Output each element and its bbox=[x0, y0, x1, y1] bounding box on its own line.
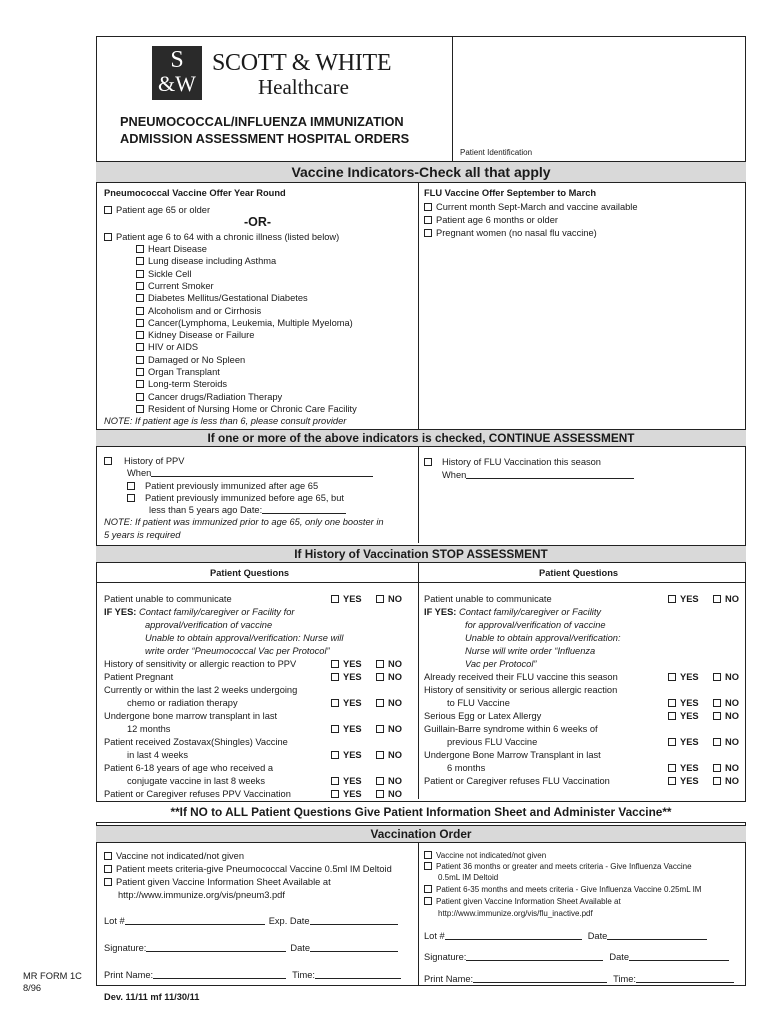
right-no-option[interactable] bbox=[713, 736, 739, 748]
yes-label: YES bbox=[343, 789, 362, 799]
right-ifyes-line3: Unable to obtain approval/verification: bbox=[465, 633, 621, 643]
form-title-line2: ADMISSION ASSESSMENT HOSPITAL ORDERS bbox=[120, 131, 410, 146]
checkbox[interactable] bbox=[331, 777, 339, 785]
order-label: Patient meets criteria-give Pneumococcal Vaccine 0.5ml IM Deltoid bbox=[116, 864, 392, 874]
stop-assessment-band: If History of Vaccination STOP ASSESSMENT bbox=[96, 545, 746, 563]
condition-item[interactable] bbox=[136, 329, 254, 341]
right-no-option[interactable] bbox=[713, 775, 739, 787]
checkbox[interactable] bbox=[136, 380, 144, 388]
checkbox[interactable] bbox=[376, 751, 384, 759]
signature-field[interactable] bbox=[466, 952, 603, 961]
no-label: NO bbox=[725, 711, 739, 721]
ppv-before65-item[interactable] bbox=[127, 492, 344, 504]
left-ifyes-line2: approval/verification of vaccine bbox=[145, 620, 273, 630]
right-ifyes-line2: for approval/verification of vaccine bbox=[465, 620, 606, 630]
order-label: Patient given Vaccine Information Sheet Available at bbox=[436, 897, 621, 906]
no-label: NO bbox=[725, 763, 739, 773]
left-q-refuse: Patient or Caregiver refuses PPV Vaccination bbox=[104, 789, 291, 799]
left-no-option[interactable] bbox=[376, 593, 402, 605]
no-to-all-band: **If NO to ALL Patient Questions Give Patient Information Sheet and Administer Vaccine** bbox=[96, 801, 746, 823]
date-field[interactable] bbox=[607, 931, 707, 940]
ppv-date-field[interactable] bbox=[262, 505, 346, 514]
left-q-conjugate-line1: Patient 6-18 years of age who received a bbox=[104, 763, 273, 773]
checkbox[interactable] bbox=[668, 673, 676, 681]
yes-label: YES bbox=[343, 724, 362, 734]
condition-label: Sickle Cell bbox=[148, 268, 192, 279]
checkbox[interactable] bbox=[668, 738, 676, 746]
left-yes-option[interactable] bbox=[331, 593, 362, 605]
order-left-signature-row bbox=[104, 942, 398, 954]
order-label: Vaccine not indicated/not given bbox=[116, 851, 245, 861]
right-ifyes-line5: Vac per Protocol” bbox=[465, 659, 537, 669]
right-ifyes-row bbox=[424, 606, 601, 618]
no-label: NO bbox=[725, 672, 739, 682]
checkbox[interactable] bbox=[713, 712, 721, 720]
checkbox[interactable] bbox=[424, 229, 432, 237]
left-yes-option[interactable] bbox=[331, 658, 362, 670]
order-right-print-row bbox=[424, 973, 734, 985]
no-label: NO bbox=[388, 776, 402, 786]
lot-label: Lot # bbox=[424, 931, 445, 941]
right-no-option[interactable] bbox=[713, 671, 739, 683]
checkbox[interactable] bbox=[136, 245, 144, 253]
checkbox[interactable] bbox=[713, 595, 721, 603]
yes-label: YES bbox=[343, 698, 362, 708]
condition-label: Alcoholism and or Cirrhosis bbox=[148, 305, 262, 316]
checkbox[interactable] bbox=[104, 233, 112, 241]
yes-label: YES bbox=[343, 659, 362, 669]
order-left-not-indicated[interactable] bbox=[104, 850, 244, 862]
right-q-sensitivity-line1: History of sensitivity or serious allergic reaction bbox=[424, 685, 618, 695]
checkbox[interactable] bbox=[713, 764, 721, 772]
condition-item[interactable] bbox=[136, 317, 353, 329]
form-id: MR FORM 1C bbox=[23, 971, 82, 981]
right-q-gbs-line1: Guillain-Barre syndrome within 6 weeks of bbox=[424, 724, 598, 734]
ppv-less5-row bbox=[149, 504, 346, 516]
condition-item[interactable] bbox=[136, 268, 191, 280]
checkbox[interactable] bbox=[136, 405, 144, 413]
when-label: When bbox=[127, 468, 152, 478]
left-no-option[interactable] bbox=[376, 788, 402, 800]
order-left-meets[interactable] bbox=[104, 863, 392, 875]
right-ifyes-line4: Nurse will write order “Influenza bbox=[465, 646, 596, 656]
left-yes-option[interactable] bbox=[331, 749, 362, 761]
vaccination-order-band: Vaccination Order bbox=[96, 825, 746, 843]
condition-item[interactable] bbox=[136, 292, 308, 304]
history-flu-label: History of FLU Vaccination this season bbox=[442, 457, 601, 467]
lot-label: Lot # bbox=[104, 916, 125, 926]
checkbox[interactable] bbox=[424, 203, 432, 211]
condition-item[interactable] bbox=[136, 354, 245, 366]
yes-label: YES bbox=[343, 672, 362, 682]
checkbox[interactable] bbox=[376, 725, 384, 733]
lot-field[interactable] bbox=[445, 931, 582, 940]
left-ifyes-row bbox=[104, 606, 295, 618]
checkbox[interactable] bbox=[376, 660, 384, 668]
yes-label: YES bbox=[680, 672, 699, 682]
order-label: Vaccine not indicated/not given bbox=[436, 851, 547, 860]
checkbox[interactable] bbox=[127, 482, 135, 490]
right-q-refuse: Patient or Caregiver refuses FLU Vaccination bbox=[424, 776, 610, 786]
ppv-less5-label: less than 5 years ago Date: bbox=[149, 505, 263, 515]
header-divider bbox=[452, 36, 453, 161]
left-q-zostavax-line2: in last 4 weeks bbox=[127, 750, 188, 760]
condition-item[interactable] bbox=[136, 255, 276, 267]
ppv-when-field[interactable] bbox=[151, 468, 373, 477]
condition-item[interactable] bbox=[136, 341, 198, 353]
when-label: When bbox=[442, 470, 467, 480]
ppv-before65-label: Patient previously immunized before age 65, but bbox=[145, 493, 344, 503]
signature-field[interactable] bbox=[146, 943, 286, 952]
checkbox[interactable] bbox=[104, 852, 112, 860]
date-field[interactable] bbox=[629, 952, 729, 961]
ifyes-text: Contact family/caregiver or Facility bbox=[458, 607, 602, 617]
condition-label: Organ Transplant bbox=[148, 367, 220, 377]
yes-label: YES bbox=[680, 776, 699, 786]
history-ppv-when bbox=[127, 467, 373, 479]
right-yes-option[interactable] bbox=[668, 710, 699, 722]
flu-when-field[interactable] bbox=[466, 470, 634, 479]
ifyes-text: Contact family/caregiver or Facility for bbox=[138, 607, 295, 617]
history-flu-item[interactable] bbox=[424, 456, 601, 468]
history-ppv-item[interactable] bbox=[104, 455, 184, 467]
checkbox[interactable] bbox=[136, 356, 144, 364]
right-yes-option[interactable] bbox=[668, 736, 699, 748]
order-label: Patient given Vaccine Information Sheet Available at bbox=[116, 877, 331, 887]
checkbox[interactable] bbox=[668, 764, 676, 772]
flu-item-label: Pregnant women (no nasal flu vaccine) bbox=[436, 228, 597, 238]
checkbox[interactable] bbox=[668, 777, 676, 785]
left-q-conjugate-line2: conjugate vaccine in last 8 weeks bbox=[127, 776, 265, 786]
checkbox[interactable] bbox=[136, 368, 144, 376]
left-yes-option[interactable] bbox=[331, 671, 362, 683]
exp-field[interactable] bbox=[310, 916, 398, 925]
time-field[interactable] bbox=[315, 970, 401, 979]
patient-questions-heading-left: Patient Questions bbox=[210, 568, 290, 578]
yes-label: YES bbox=[680, 763, 699, 773]
right-q-gbs-line2: previous FLU Vaccine bbox=[447, 737, 538, 747]
right-yes-option[interactable] bbox=[668, 775, 699, 787]
checkbox[interactable] bbox=[331, 595, 339, 603]
signature-label: Signature: bbox=[424, 952, 467, 962]
yes-label: YES bbox=[343, 776, 362, 786]
condition-label: HIV or AIDS bbox=[148, 342, 199, 353]
condition-label: Lung disease including Asthma bbox=[148, 256, 277, 267]
form-date: 8/96 bbox=[23, 983, 42, 993]
checkbox[interactable] bbox=[376, 673, 384, 681]
right-no-option[interactable] bbox=[713, 762, 739, 774]
print-name-label: Print Name: bbox=[424, 974, 474, 984]
ppv-note-line2: 5 years is required bbox=[104, 530, 181, 540]
order-label: Patient 36 months or greater and meets criteria - Give Influenza Vaccine bbox=[436, 862, 692, 871]
right-unable-communicate: Patient unable to communicate bbox=[424, 594, 552, 604]
condition-label: Cancer(Lymphoma, Leukemia, Multiple Myeloma) bbox=[148, 317, 353, 328]
right-no-option[interactable] bbox=[713, 697, 739, 709]
left-no-option[interactable] bbox=[376, 697, 402, 709]
checkbox[interactable] bbox=[104, 206, 112, 214]
left-q-zostavax-line1: Patient received Zostavax(Shingles) Vaccine bbox=[104, 737, 288, 747]
no-label: NO bbox=[725, 698, 739, 708]
lot-field[interactable] bbox=[125, 916, 265, 925]
checkbox[interactable] bbox=[104, 865, 112, 873]
history-flu-when bbox=[442, 469, 634, 481]
order-left-vis[interactable] bbox=[104, 876, 331, 888]
checkbox[interactable] bbox=[136, 307, 144, 315]
date-field[interactable] bbox=[310, 943, 398, 952]
checkbox[interactable] bbox=[376, 790, 384, 798]
checkbox[interactable] bbox=[331, 725, 339, 733]
left-no-option[interactable] bbox=[376, 749, 402, 761]
ppv-note-line1: NOTE: If patient was immunized prior to age 65, only one booster in bbox=[104, 517, 384, 527]
right-yes-option[interactable] bbox=[668, 762, 699, 774]
ifyes-label: IF YES: bbox=[104, 607, 137, 617]
checkbox[interactable] bbox=[668, 699, 676, 707]
condition-label: Cancer drugs/Radiation Therapy bbox=[148, 391, 283, 402]
condition-item[interactable] bbox=[136, 305, 261, 317]
revision-text: Dev. 11/11 mf 11/30/11 bbox=[104, 992, 200, 1002]
no-label: NO bbox=[388, 724, 402, 734]
time-label: Time: bbox=[292, 970, 315, 980]
checkbox[interactable] bbox=[127, 494, 135, 502]
right-q-marrow-line1: Undergone Bone Marrow Transplant in last bbox=[424, 750, 601, 760]
checkbox[interactable] bbox=[136, 282, 144, 290]
order-right-not-indicated[interactable] bbox=[424, 850, 546, 861]
left-yes-option[interactable] bbox=[331, 697, 362, 709]
time-label: Time: bbox=[613, 974, 636, 984]
checkbox[interactable] bbox=[713, 673, 721, 681]
checkbox[interactable] bbox=[136, 270, 144, 278]
logo-monogram-top: S bbox=[170, 47, 184, 73]
pneumo-age65-label: Patient age 65 or older bbox=[116, 205, 211, 215]
exp-label: Exp. Date bbox=[268, 916, 310, 926]
right-q-already: Already received their FLU vaccine this season bbox=[424, 672, 618, 682]
print-name-field[interactable] bbox=[153, 970, 286, 979]
left-no-option[interactable] bbox=[376, 723, 402, 735]
condition-label: Heart Disease bbox=[148, 244, 207, 254]
logo-sub: Healthcare bbox=[258, 75, 349, 99]
checkbox[interactable] bbox=[376, 595, 384, 603]
no-label: NO bbox=[725, 737, 739, 747]
checkbox[interactable] bbox=[668, 595, 676, 603]
left-q-chemo-line2: chemo or radiation therapy bbox=[127, 698, 238, 708]
patient-id-label: Patient Identification bbox=[460, 148, 533, 157]
yes-label: YES bbox=[343, 750, 362, 760]
form-title-line1: PNEUMOCOCCAL/INFLUENZA IMMUNIZATION bbox=[120, 114, 404, 129]
right-yes-option[interactable] bbox=[668, 671, 699, 683]
checkbox[interactable] bbox=[424, 216, 432, 224]
date-label: Date bbox=[609, 952, 630, 962]
order-right-signature-row bbox=[424, 951, 729, 963]
checkbox[interactable] bbox=[424, 851, 432, 859]
print-name-label: Print Name: bbox=[104, 970, 154, 980]
print-name-field[interactable] bbox=[473, 974, 607, 983]
patient-questions-heading-right: Patient Questions bbox=[539, 568, 619, 578]
left-yes-option[interactable] bbox=[331, 723, 362, 735]
checkbox[interactable] bbox=[136, 294, 144, 302]
indicators-band: Vaccine Indicators-Check all that apply bbox=[96, 161, 746, 183]
logo-monogram-bottom: &W bbox=[158, 71, 196, 96]
checkbox[interactable] bbox=[136, 319, 144, 327]
right-q-marrow-line2: 6 months bbox=[447, 763, 486, 773]
condition-item[interactable] bbox=[136, 378, 227, 390]
checkbox[interactable] bbox=[376, 777, 384, 785]
logo bbox=[152, 46, 202, 100]
condition-label: Diabetes Mellitus/Gestational Diabetes bbox=[148, 293, 308, 304]
left-q-pregnant: Patient Pregnant bbox=[104, 672, 174, 682]
checkbox[interactable] bbox=[136, 393, 144, 401]
left-no-option[interactable] bbox=[376, 775, 402, 787]
checkbox[interactable] bbox=[331, 699, 339, 707]
right-no-option[interactable] bbox=[713, 593, 739, 605]
no-label: NO bbox=[388, 750, 402, 760]
left-yes-option[interactable] bbox=[331, 775, 362, 787]
left-yes-option[interactable] bbox=[331, 788, 362, 800]
no-label: NO bbox=[388, 672, 402, 682]
time-field[interactable] bbox=[636, 974, 734, 983]
continue-assessment-band: If one or more of the above indicators is checked, CONTINUE ASSESSMENT bbox=[96, 429, 746, 447]
flu-item-1[interactable] bbox=[424, 201, 638, 213]
condition-label: Kidney Disease or Failure bbox=[148, 330, 255, 341]
checkbox[interactable] bbox=[424, 458, 432, 466]
flu-item-label: Patient age 6 months or older bbox=[436, 215, 558, 225]
order-right-vis-url: http://www.immunize.org/vis/flu_inactive.pdf bbox=[438, 909, 593, 918]
yes-label: YES bbox=[680, 594, 699, 604]
right-no-option[interactable] bbox=[713, 710, 739, 722]
history-ppv-label: History of PPV bbox=[124, 456, 185, 466]
condition-item[interactable] bbox=[136, 366, 220, 378]
order-left-vis-url: http://www.immunize.org/vis/pneum3.pdf bbox=[118, 890, 285, 900]
condition-label: Resident of Nursing Home or Chronic Care Facility bbox=[148, 403, 357, 414]
checkbox[interactable] bbox=[713, 777, 721, 785]
order-right-36months[interactable] bbox=[424, 861, 692, 872]
pneumo-note: NOTE: If patient age is less than 6, please consult provider bbox=[104, 416, 347, 426]
checkbox[interactable] bbox=[713, 699, 721, 707]
no-label: NO bbox=[388, 789, 402, 799]
checkbox[interactable] bbox=[104, 457, 112, 465]
left-q-marrow-line1: Undergone bone marrow transplant in last bbox=[104, 711, 278, 721]
checkbox[interactable] bbox=[376, 699, 384, 707]
yes-label: YES bbox=[680, 711, 699, 721]
left-q-chemo-line1: Currently or within the last 2 weeks undergoing bbox=[104, 685, 298, 695]
order-right-36months-line2: 0.5mL IM Deltoid bbox=[438, 873, 499, 882]
order-label: Patient 6-35 months and meets criteria - Give Influenza Vaccine 0.25mL IM bbox=[436, 885, 702, 894]
pneumo-age6to64-label: Patient age 6 to 64 with a chronic illness (listed below) bbox=[116, 232, 340, 242]
checkbox[interactable] bbox=[424, 897, 432, 905]
checkbox[interactable] bbox=[136, 257, 144, 265]
yes-label: YES bbox=[680, 698, 699, 708]
checkbox[interactable] bbox=[104, 878, 112, 886]
date-label: Date bbox=[290, 943, 311, 953]
right-yes-option[interactable] bbox=[668, 593, 699, 605]
left-ifyes-line4: write order “Pneumococcal Vac per Protocol” bbox=[145, 646, 330, 656]
no-label: NO bbox=[725, 776, 739, 786]
right-yes-option[interactable] bbox=[668, 697, 699, 709]
flu-item-2[interactable] bbox=[424, 214, 558, 226]
no-label: NO bbox=[388, 659, 402, 669]
condition-item[interactable] bbox=[136, 243, 207, 255]
right-q-sensitivity-line2: to FLU Vaccine bbox=[447, 698, 510, 708]
no-label: NO bbox=[388, 698, 402, 708]
checkbox[interactable] bbox=[331, 660, 339, 668]
left-no-option[interactable] bbox=[376, 658, 402, 670]
no-label: NO bbox=[388, 594, 402, 604]
flu-heading: FLU Vaccine Offer September to March bbox=[424, 188, 597, 198]
left-ifyes-line3: Unable to obtain approval/verification: Nurse will bbox=[145, 633, 344, 643]
or-separator: -OR- bbox=[244, 215, 272, 229]
ppv-after65-label: Patient previously immunized after age 65 bbox=[145, 481, 319, 491]
checkbox[interactable] bbox=[136, 331, 144, 339]
pneumo-age6to64-item[interactable] bbox=[104, 231, 339, 243]
right-q-egg: Serious Egg or Latex Allergy bbox=[424, 711, 542, 721]
checkbox[interactable] bbox=[331, 673, 339, 681]
pneumo-age65-item[interactable] bbox=[104, 204, 210, 216]
checkbox[interactable] bbox=[331, 790, 339, 798]
order-left-lot-row bbox=[104, 915, 398, 927]
order-right-6to35months[interactable] bbox=[424, 884, 701, 895]
condition-label: Current Smoker bbox=[148, 280, 214, 291]
no-label: NO bbox=[725, 594, 739, 604]
condition-label: Damaged or No Spleen bbox=[148, 354, 246, 365]
condition-item[interactable] bbox=[136, 391, 282, 403]
checkbox[interactable] bbox=[424, 885, 432, 893]
left-q-marrow-line2: 12 months bbox=[127, 724, 171, 734]
ifyes-label: IF YES: bbox=[424, 607, 457, 617]
flu-item-3[interactable] bbox=[424, 227, 597, 239]
order-right-lot-row bbox=[424, 930, 707, 942]
left-q-sensitivity: History of sensitivity or allergic reaction to PPV bbox=[104, 659, 297, 669]
order-left-print-row bbox=[104, 969, 401, 981]
yes-label: YES bbox=[680, 737, 699, 747]
condition-item[interactable] bbox=[136, 403, 357, 415]
checkbox[interactable] bbox=[424, 862, 432, 870]
checkbox[interactable] bbox=[668, 712, 676, 720]
condition-item[interactable] bbox=[136, 280, 214, 292]
checkbox[interactable] bbox=[331, 751, 339, 759]
order-right-vis[interactable] bbox=[424, 896, 621, 907]
left-no-option[interactable] bbox=[376, 671, 402, 683]
condition-label: Long-term Steroids bbox=[148, 379, 228, 390]
flu-item-label: Current month Sept-March and vaccine available bbox=[436, 202, 638, 212]
checkbox[interactable] bbox=[136, 343, 144, 351]
date-label: Date bbox=[587, 931, 608, 941]
ppv-after65-item[interactable] bbox=[127, 480, 318, 492]
left-unable-communicate: Patient unable to communicate bbox=[104, 594, 232, 604]
signature-label: Signature: bbox=[104, 943, 147, 953]
yes-label: YES bbox=[343, 594, 362, 604]
logo-name: SCOTT & WHITE bbox=[212, 50, 392, 76]
pneumo-heading: Pneumococcal Vaccine Offer Year Round bbox=[104, 188, 286, 198]
checkbox[interactable] bbox=[713, 738, 721, 746]
